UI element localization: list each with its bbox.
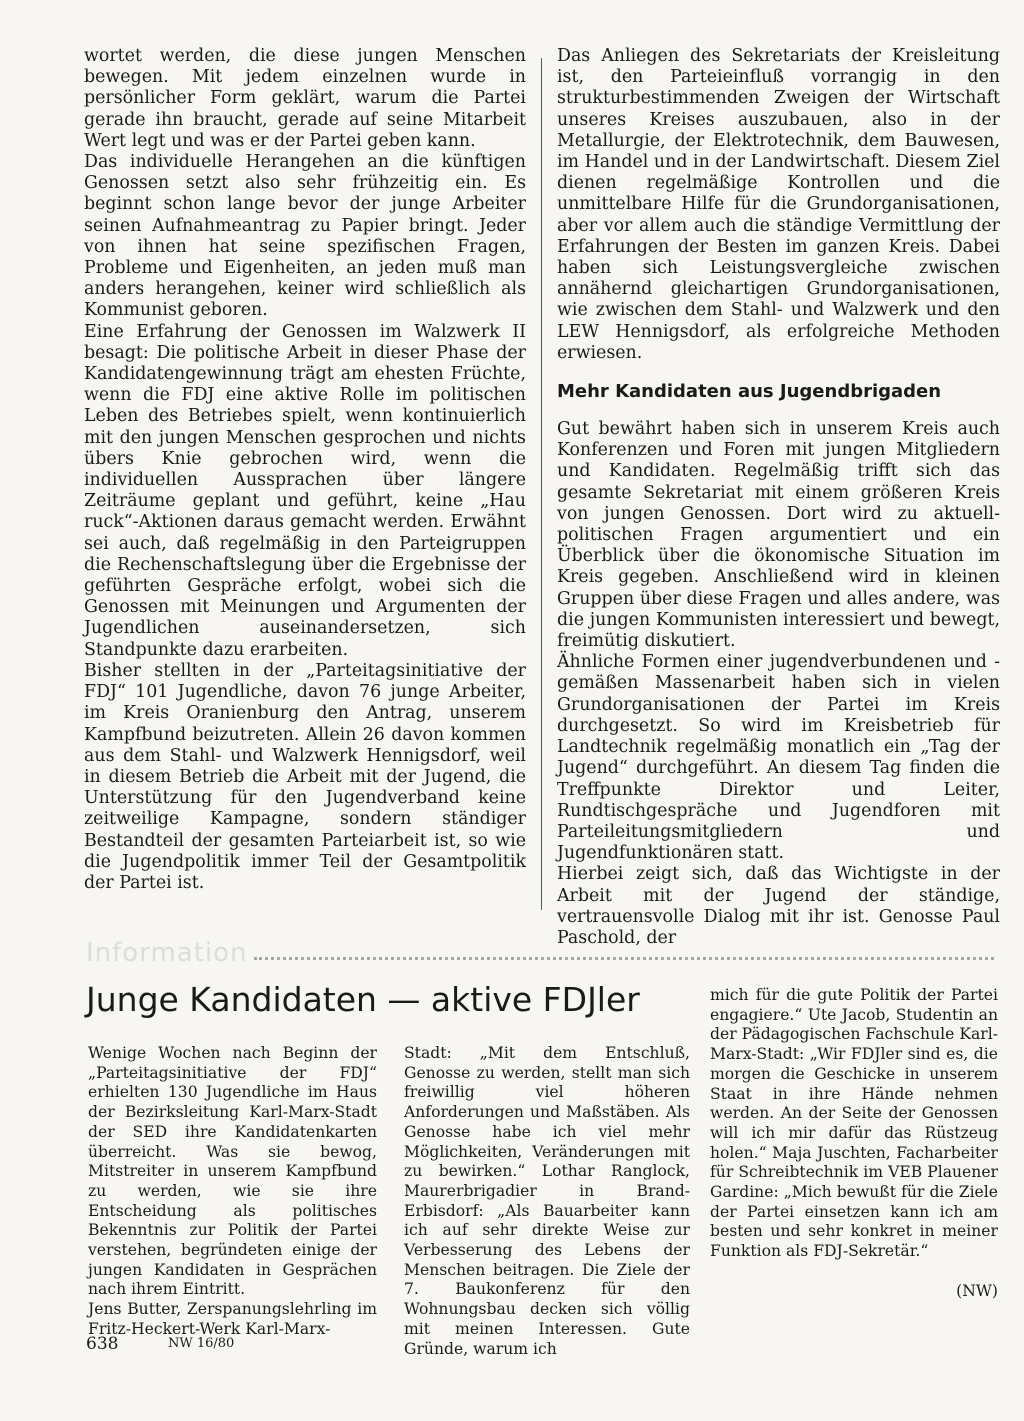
article-paragraph: Bisher stellten in der „Parteitagsinitiative der FDJ“ 101 Jugendliche, davon 76 junge Arbeiter, im Kreis Oranienburg den Antrag, unserem Kampfbund beizutreten. Allein 26 davon kommen aus dem Stahl- und Walzwerk Hennigsdorf, weil in diesem Betrieb die Arbeit mit der Jugend, die Unterstützung für den Jugendverband keine zeitweilige Kampagne, sondern ständiger Bestandteil der gesamten Parteiarbeit ist, so wie die Jugendpolitik immer Teil der Gesamtpolitik der Partei ist. — [84, 660, 526, 893]
info-paragraph: Jens Butter, Zerspanungslehrling im Fritz-Heckert-Werk Karl-Marx- — [88, 1300, 377, 1338]
info-byline: (NW) — [956, 1281, 998, 1300]
article-paragraph: Gut bewährt haben sich in unserem Kreis auch Konferenzen und Foren mit jungen Mitgliedern und Kandidaten. Regelmäßig trifft sich das gesamte Sekretariat mit einem größeren Kreis von jungen Genossen. Dort wird zu aktuell-politischen Fragen argumentiert und ein Überblick über die ökonomische Situation im Kreis gegeben. Anschließend wird in kleinen Gruppen über diese Fragen und alles andere, was die jungen Kommunisten interessiert und bewegt, freimütig diskutiert. — [557, 419, 1000, 652]
article-column-right — [557, 46, 1000, 949]
section-subheading: Mehr Kandidaten aus Jugendbrigaden — [557, 381, 942, 403]
info-paragraph: Stadt: „Mit dem Entschluß, Genosse zu werden, stellt man sich freiwillig viel höheren Anforderungen und Maßstäben. Als Genosse habe ich viel mehr Möglichkeiten, Veränderungen mit zu bewirken.“ Lothar Ranglock, Maurerbrigadier in Brand-Erbisdorf: „Als Bauarbeiter kann ich auf sehr direkte Weise zur Verbesserung des Lebens der Menschen beitragen. Die Ziele der 7. Baukonferenz für den Wohnungsbau decken sich völlig mit meinen Interessen. Gute Gründe, warum ich — [404, 1044, 690, 1358]
article-paragraph: Das individuelle Herangehen an die künftigen Genossen setzt also sehr frühzeitig ein. Es beginnt schon lange bevor der junge Arbeiter seinen Aufnahmeantrag zu Papier bringt. Jeder von ihnen hat seine spezifischen Fragen, Probleme und Eigenheiten, an jeden muß man anders herangehen, keiner wird schließlich als Kommunist geboren. — [84, 152, 526, 321]
info-box-column-1 — [88, 1044, 377, 1340]
article-paragraph: Ähnliche Formen einer jugendverbundenen und -gemäßen Massenarbeit haben sich in vielen Grundorganisationen der Partei im Kreis durchgesetzt. So wird im Kreisbetrieb für Landtechnik regelmäßig monatlich ein „Tag der Jugend“ durchgeführt. An diesem Tag finden die Treffpunkte Direktor und Leiter, Rundtischgespräche und Jugendforen mit Parteileitungsmitgliedern und Jugendfunktionären statt. — [557, 652, 1000, 864]
article-paragraph: wortet werden, die diese jungen Menschen bewegen. Mit jedem einzelnen wurde in persönlicher Form geklärt, warum die Partei gerade ihn braucht, gerade auf seine Mitarbeit Wert legt und was er der Partei geben kann. — [84, 46, 526, 151]
article-paragraph: Das Anliegen des Sekretariats der Kreisleitung ist, den Parteieinfluß vorrangig in den strukturbestimmenden Zweigen der Wirtschaft unseres Kreises auszubauen, also in der Metallurgie, der Elektrotechnik, dem Bauwesen, im Handel und in der Landwirtschaft. Diesem Ziel dienen regelmäßige Kontrollen und die unmittelbare Hilfe für die Grundorganisationen, aber vor allem auch die ständige Vermittlung der Erfahrungen der Besten im ganzen Kreis. Dabei haben sich Leistungsvergleiche zwischen annähernd gleichartigen Grundorganisationen, wie zwischen dem Stahl- und Walzwerk und den LEW Hennigsdorf, als erfolgreiche Methoden erwiesen. — [557, 46, 1000, 363]
info-paragraph: Wenige Wochen nach Beginn der „Parteitagsinitiative der FDJ“ erhielten 130 Jugendliche im Haus der Bezirksleitung Karl-Marx-Stadt der SED ihre Kandidatenkarten überreicht. Was sie bewog, Mitstreiter in unserem Kampfbund zu werden, wie sie ihre Entscheidung als politisches Bekenntnis zur Politik der Partei verstehen, begründeten einige der jungen Kandidaten in Gesprächen nach ihrem Eintritt. — [88, 1044, 377, 1299]
column-divider — [541, 58, 542, 910]
info-paragraph: mich für die gute Politik der Partei engagiere.“ Ute Jacob, Studentin an der Pädagogischen Fachschule Karl-Marx-Stadt: „Wir FDJler sind es, die morgen die Geschicke in unserem Staat in ihre Hände nehmen werden. An der Seite der Genossen will ich mir dafür das Rüstzeug holen.“ Maja Juschten, Facharbeiter für Schreibtechnik im VEB Plauener Gardine: „Mich bewußt für die Ziele der Partei einsetzen kann ich am besten und sehr konkret in meiner Funktion als FDJ-Sekretär.“ — [710, 986, 998, 1261]
article-column-left — [84, 46, 526, 894]
article-paragraph: Hierbei zeigt sich, daß das Wichtigste in der Arbeit mit der Jugend der ständige, vertrauensvolle Dialog mit ihr ist. Genosse Paul Paschold, der — [557, 864, 1000, 948]
info-box-column-3 — [710, 986, 998, 1302]
issue-label: NW 16/80 — [168, 1336, 235, 1351]
info-box-column-2 — [404, 1044, 690, 1359]
info-box-divider — [254, 957, 994, 960]
info-box-headline: Junge Kandidaten — aktive FDJler — [86, 980, 640, 1019]
article-paragraph: Eine Erfahrung der Genossen im Walzwerk II besagt: Die politische Arbeit in dieser Phase der Kandidatengewinnung trägt am ehesten Früchte, wenn die FDJ eine aktive Rolle im politischen Leben des Betriebes spielt, wenn kontinuierlich mit den jungen Menschen gesprochen und nichts übers Knie gebrochen wird, wenn die individuellen Aussprachen über längere Zeiträume geplant und geführt, keine „Hau ruck“-Aktionen daraus gemacht werden. Erwähnt sei auch, daß regelmäßig in den Parteigruppen die Rechenschaftslegung über die Ergebnisse der geführten Gespräche erfolgt, wobei sich die Genossen mit Meinungen und Argumenten der Jugendlichen auseinandersetzen, sich Standpunkte dazu erarbeiten. — [84, 321, 526, 660]
page-number: 638 — [86, 1334, 119, 1354]
info-box-label: Information — [86, 938, 248, 968]
